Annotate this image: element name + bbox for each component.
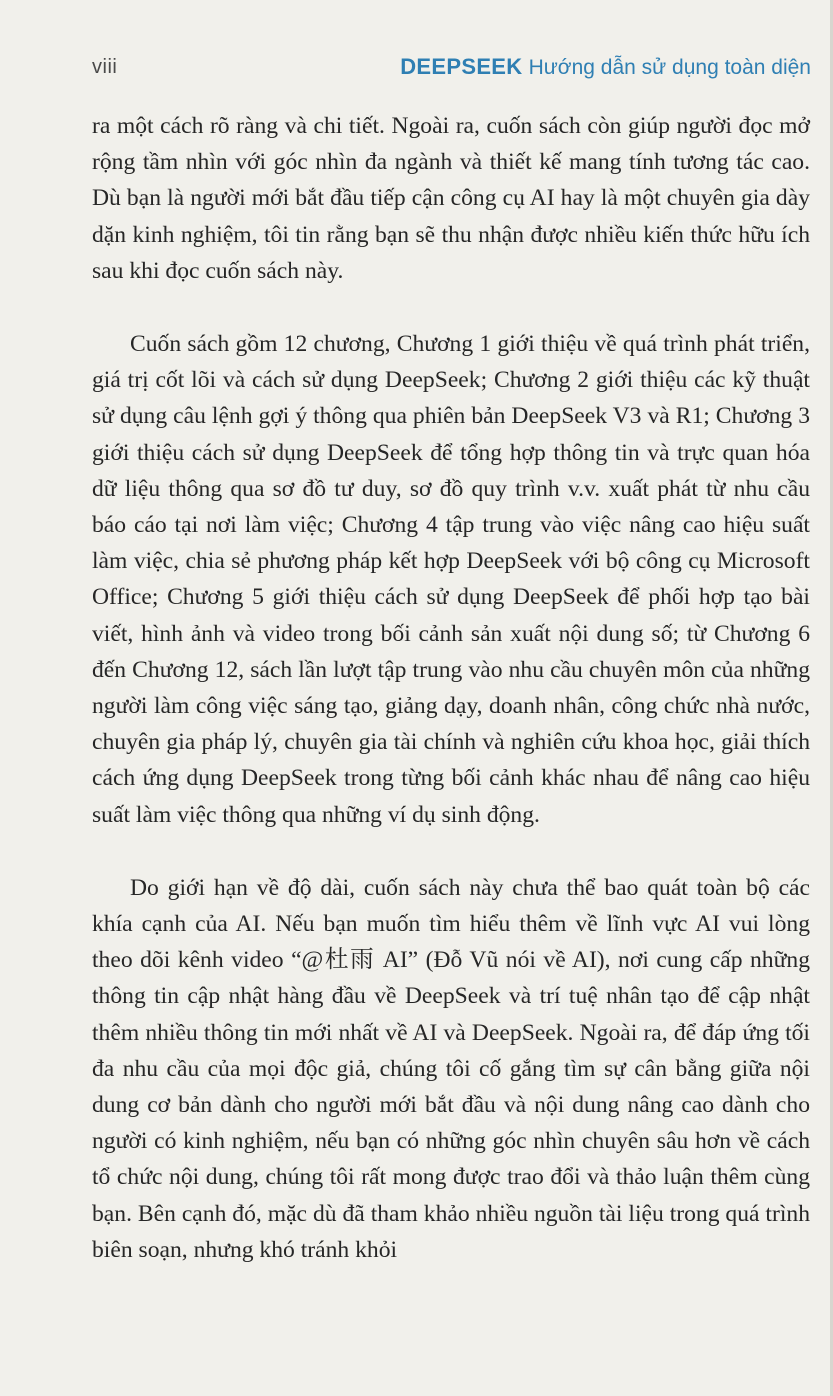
paragraph-chapters-overview: Cuốn sách gồm 12 chương, Chương 1 giới thiệu về quá trình phát triển, giá trị cốt lõi và cách sử dụng DeepSeek; Chương 2 giới thiệu các kỹ thuật sử dụng câu lệnh gợi ý thông qua phiên bản DeepSeek V3 và R1; Chương 3 giới thiệu cách sử dụng DeepSeek để tổng hợp thông tin và trực quan hóa dữ liệu thông qua sơ đồ tư duy, sơ đồ quy trình v.v. xuất phát từ nhu cầu báo cáo tại nơi làm việc; Chương 4 tập trung vào việc nâng cao hiệu suất làm việc, chia sẻ phương pháp kết hợp DeepSeek với bộ công cụ Microsoft Office; Chương 5 giới thiệu cách sử dụng DeepSeek để phối hợp tạo bài viết, hình ảnh và video trong bối cảnh sản xuất nội dung số; từ Chương 6 đến Chương 12, sách lần lượt tập trung vào nhu cầu chuyên môn của những người làm công việc sáng tạo, giảng dạy, doanh nhân, công chức nhà nước, chuyên gia pháp lý, chuyên gia tài chính và nghiên cứu khoa học, giải thích cách ứng dụng DeepSeek trong từng bối cảnh khác nhau để nâng cao hiệu suất làm việc thông qua những ví dụ sinh động. [92,331,810,828]
page-number: viii [92,56,118,78]
brand-name: DEEPSEEK [400,54,523,79]
book-subtitle: Hướng dẫn sử dụng toàn diện [528,56,811,79]
paragraph-continuation: ra một cách rõ ràng và chi tiết. Ngoài ra, cuốn sách còn giúp người đọc mở rộng tầm nhìn với góc nhìn đa ngành và thiết kế mang tính tương tác cao. Dù bạn là người mới bắt đầu tiếp cận công cụ AI hay là một chuyên gia dày dặn kinh nghiệm, tôi tin rằng bạn sẽ thu nhận được nhiều kiến thức hữu ích sau khi đọc cuốn sách này. [92,113,810,284]
running-title [400,54,811,80]
page-header [92,52,811,84]
body-text [92,108,810,1268]
paragraph-limitations: Do giới hạn về độ dài, cuốn sách này chưa thể bao quát toàn bộ các khía cạnh của AI. Nếu bạn muốn tìm hiểu thêm về lĩnh vực AI vui lòng theo dõi kênh video “@杜雨 AI” (Đỗ Vũ nói về AI), nơi cung cấp những thông tin cập nhật hàng đầu về DeepSeek và trí tuệ nhân tạo để cập nhật thêm nhiều thông tin mới nhất về AI và DeepSeek. Ngoài ra, để đáp ứng tối đa nhu cầu của mọi độc giả, chúng tôi cố gắng tìm sự cân bằng giữa nội dung cơ bản dành cho người mới bắt đầu và nội dung nâng cao dành cho người có kinh nghiệm, nếu bạn có những góc nhìn chuyên sâu hơn về cách tổ chức nội dung, chúng tôi rất mong được trao đổi và thảo luận thêm cùng bạn. Bên cạnh đó, mặc dù đã tham khảo nhiều nguồn tài liệu trong quá trình biên soạn, nhưng khó tránh khỏi [92,874,810,1263]
